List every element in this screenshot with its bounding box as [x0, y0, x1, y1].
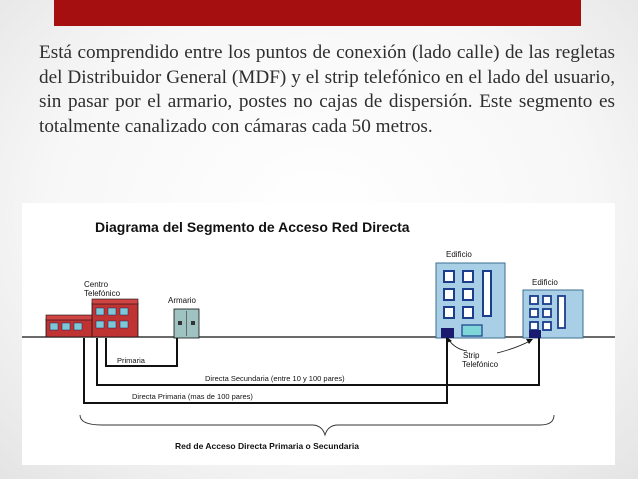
strip-arrow-right	[497, 341, 530, 353]
building-large-label: Edificio	[446, 250, 472, 259]
central-office-label-line1: Centro	[84, 280, 109, 289]
primaria-label: Primaria	[117, 356, 145, 365]
building-small-label: Edificio	[532, 278, 558, 287]
diagram-title: Diagrama del Segmento de Acceso Red Directa	[95, 219, 410, 235]
strip-label-line1: Strip	[463, 351, 480, 360]
strip-arrow-left	[449, 340, 467, 351]
directa-secundaria-label: Directa Secundaria (entre 10 y 100 pares)	[205, 374, 345, 383]
strip-arrow-right-head	[526, 339, 533, 344]
directa-primaria-label: Directa Primaria (mas de 100 pares)	[132, 392, 253, 401]
range-bracket	[80, 415, 554, 435]
cabinet-armario	[174, 309, 199, 338]
cabinet-label: Armario	[168, 296, 197, 305]
network-diagram	[22, 203, 615, 465]
slide-paragraph: Está comprendido entre los puntos de conexión (lado calle) de las regletas del Distribuidor General (MDF) y el strip telefónico en el lado del usuario, sin pasar por el armario, postes no cajas de dispersión. Este segmento es totalmente canalizado con cámaras cada 50 metros.	[39, 42, 615, 138]
central-office-label-line2: Telefónico	[84, 289, 121, 298]
building-large	[436, 263, 505, 338]
title-banner	[54, 0, 581, 26]
central-office-building	[46, 299, 138, 337]
strip-label-line2: Telefónico	[462, 360, 499, 369]
building-small	[523, 290, 583, 338]
red-acceso-label: Red de Acceso Directa Primaria o Secundaria	[175, 441, 359, 451]
